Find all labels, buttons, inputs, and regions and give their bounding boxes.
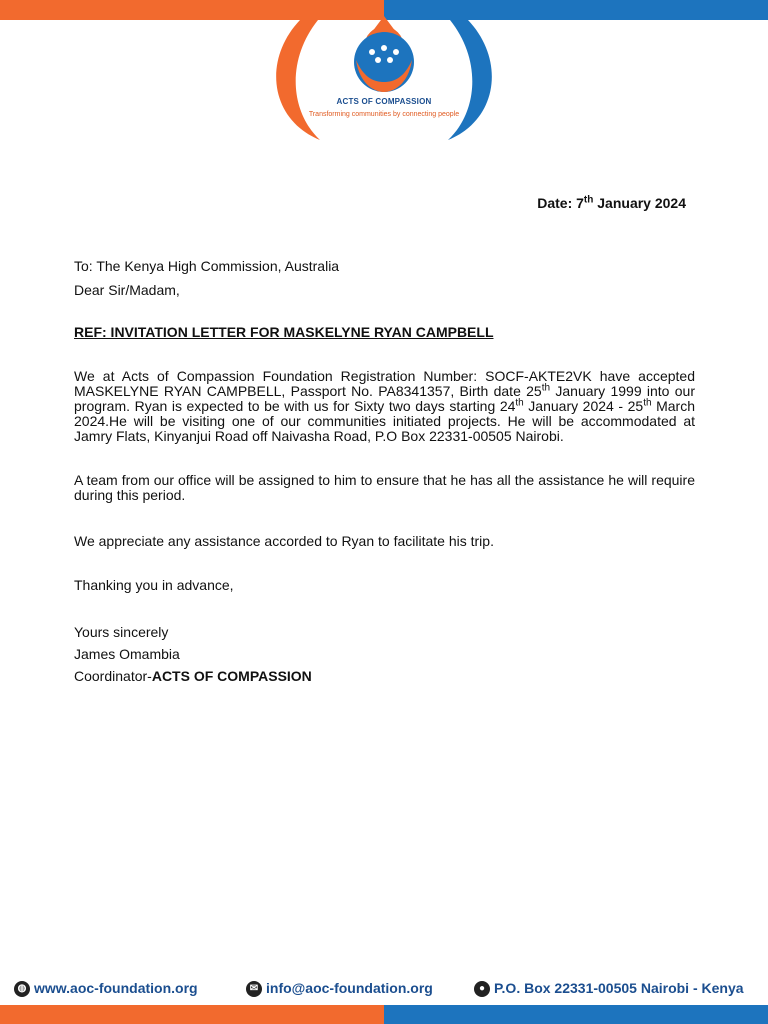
footer-band-blue (384, 1005, 768, 1024)
location-pin-icon: ● (474, 981, 490, 997)
logo-orange-arc (276, 20, 320, 140)
body-paragraph-3: We appreciate any assistance accorded to Ryan to facilitate his trip. (74, 533, 494, 549)
logo-tagline: Transforming communities by connecting people (308, 111, 460, 118)
logo-blue-arc (448, 20, 492, 140)
salutation: Dear Sir/Madam, (74, 282, 180, 298)
letter-date: Date: 7th January 2024 (537, 194, 686, 211)
header-logo-art (0, 0, 768, 140)
closing: Yours sincerely (74, 624, 169, 640)
logo-org-name: ACTS OF COMPASSION (336, 97, 432, 106)
body-paragraph-4: Thanking you in advance, (74, 577, 234, 593)
signatory-title: Coordinator-ACTS OF COMPASSION (74, 668, 312, 684)
mail-icon: ✉ (246, 981, 262, 997)
footer-website[interactable]: ◍ www.aoc-foundation.org (14, 980, 198, 997)
globe-icon: ◍ (14, 981, 30, 997)
footer-band-orange (0, 1005, 384, 1024)
signatory-name: James Omambia (74, 646, 180, 662)
reference-line: REF: INVITATION LETTER FOR MASKELYNE RYAN CAMPBELL (74, 324, 494, 340)
recipient-line: To: The Kenya High Commission, Australia (74, 258, 340, 274)
hands-holding-community-icon (354, 32, 414, 92)
footer-email[interactable]: ✉ info@aoc-foundation.org (246, 980, 433, 997)
footer-address: ● P.O. Box 22331-00505 Nairobi - Kenya (474, 980, 744, 997)
body-paragraph-2: A team from our office will be assigned to him to ensure that he has all the assistance he will require during this period. (74, 472, 695, 503)
body-paragraph-1: We at Acts of Compassion Foundation Registration Number: SOCF-AKTE2VK have accepted MASKELYNE RYAN CAMPBELL, Passport No. PA8341357, Birth date 25th January 1999 into our program. Ryan is expected to be with us for Sixty two days starting 24th January 2024 - 25th March 2024.He will be visiting one of our communities initiated projects. He will be accommodated at Jamry Flats, Kinyanjui Road off Naivasha Road, P.O Box 22331-00505 Nairobi. (74, 368, 695, 444)
